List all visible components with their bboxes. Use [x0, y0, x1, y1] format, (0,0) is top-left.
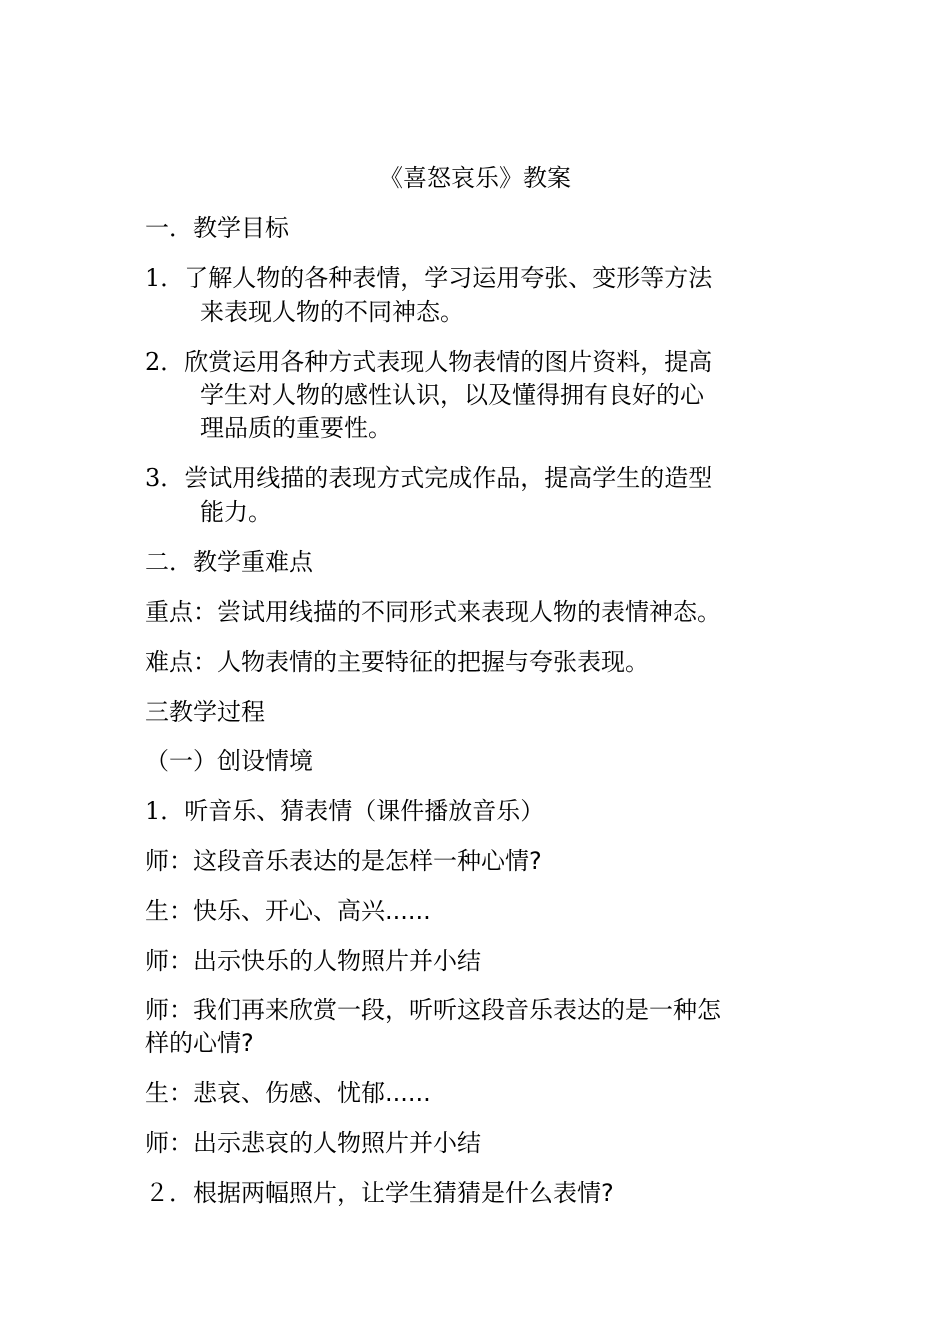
- goal-2-text: 欣赏运用各种方式表现人物表情的图片资料，提高: [184, 348, 713, 376]
- dialog-line-2: 生：快乐、开心、高兴......: [145, 897, 431, 925]
- step-1: [145, 795, 544, 828]
- goal-1-text: 了解人物的各种表情，学习运用夸张、变形等方法: [184, 264, 713, 292]
- goal-2-number: 2．: [145, 348, 185, 376]
- section-heading-key-points: 二．教学重难点: [145, 548, 313, 576]
- step-1-text: 听音乐、猜表情（课件播放音乐）: [184, 797, 545, 825]
- dialog-line-5: 生：悲哀、伤感、忧郁......: [145, 1079, 431, 1107]
- document-title: 《喜怒哀乐》教案: [379, 164, 571, 192]
- goal-1-number: 1．: [145, 264, 185, 292]
- difficult-point: 难点：人物表情的主要特征的把握与夸张表现。: [145, 648, 649, 676]
- goal-3-text: 尝试用线描的表现方式完成作品，提高学生的造型: [184, 464, 713, 492]
- goal-3-line-1: [145, 462, 712, 495]
- key-point: 重点：尝试用线描的不同形式来表现人物的表情神态。: [145, 598, 721, 626]
- step-2: ２．根据两幅照片，让学生猜猜是什么表情?: [145, 1179, 614, 1207]
- goal-3-line-2: 能力。: [200, 498, 272, 526]
- goal-1-line-1: [145, 262, 712, 295]
- section-heading-teaching-process: 三教学过程: [145, 698, 265, 726]
- dialog-line-3: 师：出示快乐的人物照片并小结: [145, 947, 481, 975]
- subsection-heading-scenario: （一）创设情境: [145, 747, 313, 775]
- step-1-number: 1．: [145, 797, 185, 825]
- goal-2-line-1: [145, 346, 712, 379]
- goal-2-line-3: 理品质的重要性。: [200, 414, 392, 442]
- goal-1-line-2: 来表现人物的不同神态。: [200, 298, 464, 326]
- dialog-line-1: 师：这段音乐表达的是怎样一种心情?: [145, 847, 542, 875]
- goal-3-number: 3．: [145, 464, 185, 492]
- dialog-line-6: 师：出示悲哀的人物照片并小结: [145, 1129, 481, 1157]
- dialog-line-4-part-2: 样的心情?: [145, 1029, 254, 1057]
- dialog-line-4-part-1: 师：我们再来欣赏一段，听听这段音乐表达的是一种怎: [145, 996, 721, 1024]
- section-heading-teaching-goals: 一．教学目标: [145, 214, 289, 242]
- goal-2-line-2: 学生对人物的感性认识，以及懂得拥有良好的心: [200, 381, 704, 409]
